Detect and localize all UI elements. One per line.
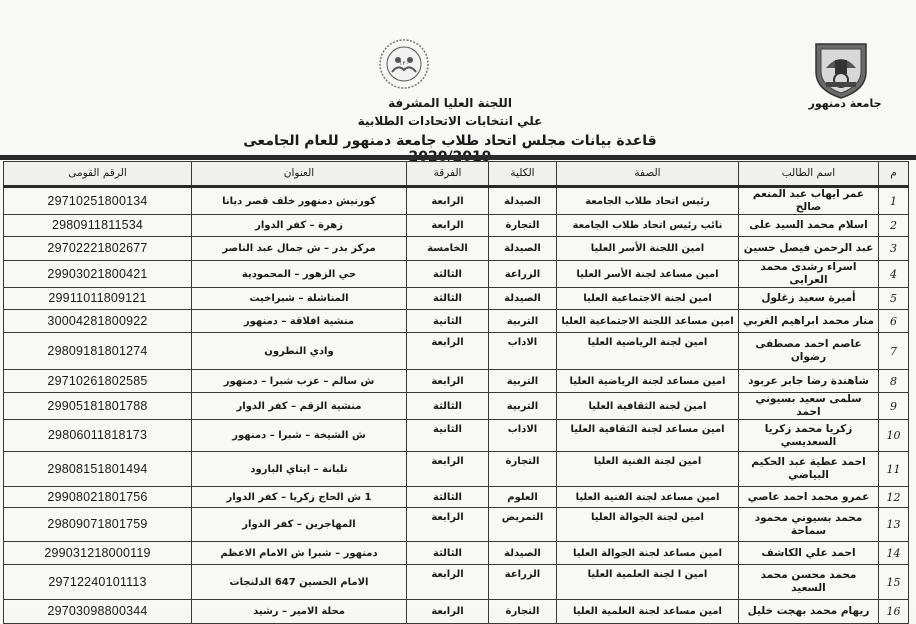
table-row [4,333,909,370]
national-id-cell: 29911011809121 [4,288,192,310]
academic-year-cell: الثالثة [407,261,489,288]
table-row [4,261,909,288]
faculty-cell: التجارة [489,600,557,624]
academic-year-cell: الرابعة [407,452,489,487]
position-cell: امين مساعد لجنة الثقافية العليا [557,420,739,452]
column-header-faculty: الكلية [489,162,557,187]
student-name-cell: محمد بسيوني محمود سماحة [739,508,879,542]
committee-name-line1: اللجنة العليا المشرفة [388,96,512,110]
national-id-cell: 29808151801494 [4,452,192,487]
faculty-cell: التربية [489,370,557,393]
address-cell: حي الزهور – المحمودية [192,261,407,288]
table-row [4,310,909,333]
student-name-cell: زكريا محمد زكريا السعديسي [739,420,879,452]
address-cell: زهرة – كفر الدوار [192,215,407,237]
faculty-cell: الاداب [489,420,557,452]
position-cell: امين ا لجنة العلمية العليا [557,565,739,600]
table-row [4,487,909,508]
student-name-cell: شاهندة رضا جابر عربود [739,370,879,393]
position-cell: امين مساعد لجنة الأسر العليا [557,261,739,288]
table-row [4,565,909,600]
position-cell: رئيس اتحاد طلاب الجامعة [557,187,739,215]
faculty-cell: الصيدلة [489,187,557,215]
faculty-cell: التربية [489,310,557,333]
table-row [4,370,909,393]
address-cell: منشية افلاقة – دمنهور [192,310,407,333]
table-row [4,542,909,565]
column-header-student-name: اسم الطالب [739,162,879,187]
address-cell: الامام الحسين 647 الدلنجات [192,565,407,600]
national-id-cell: 299031218000119 [4,542,192,565]
row-number-cell: 14 [879,542,909,565]
national-id-cell: 29710261802585 [4,370,192,393]
national-id-cell: 29806011818173 [4,420,192,452]
position-cell: امين لجنة الثقافية العليا [557,393,739,420]
address-cell: محلة الامير – رشيد [192,600,407,624]
row-number-cell: 2 [879,215,909,237]
academic-year-cell: الرابعة [407,370,489,393]
academic-year-cell: الخامسة [407,237,489,261]
academic-year-cell: الثالثة [407,487,489,508]
national-id-cell: 30004281800922 [4,310,192,333]
row-number-cell: 3 [879,237,909,261]
student-name-cell: احمد عطية عبد الحكيم البياضي [739,452,879,487]
student-name-cell: عمرو محمد احمد عاصي [739,487,879,508]
row-number-cell: 4 [879,261,909,288]
row-number-cell: 7 [879,333,909,370]
position-cell: امين مساعد لجنة الرياضية العليا [557,370,739,393]
column-header-address: العنوان [192,162,407,187]
student-name-cell: احمد علي الكاشف [739,542,879,565]
student-name-cell: سلمى سعيد بسيوني احمد [739,393,879,420]
faculty-cell: التجارة [489,215,557,237]
table-row [4,420,909,452]
university-name: جامعة دمنهور [808,97,882,110]
address-cell: دمنهور – شبرا ش الامام الاعظم [192,542,407,565]
position-cell: نائب رئيس اتحاد طلاب الجامعة [557,215,739,237]
address-cell: 1 ش الحاج زكريا – كفر الدوار [192,487,407,508]
row-number-cell: 8 [879,370,909,393]
committee-name-line2: علي انتخابات الاتحادات الطلابية [357,114,543,128]
table-row [4,600,909,624]
table-row [4,215,909,237]
row-number-cell: 11 [879,452,909,487]
position-cell: امين لجنة الجوالة العليا [557,508,739,542]
address-cell: ش سالم – عزب شبرا – دمنهور [192,370,407,393]
student-union-table [3,161,908,624]
academic-year-cell: الثالثة [407,542,489,565]
table-row [4,288,909,310]
national-id-cell: 29908021801756 [4,487,192,508]
position-cell: امين مساعد لجنة الفنية العليا [557,487,739,508]
academic-year-cell: الثالثة [407,393,489,420]
address-cell: منشية الزقم – كفر الدوار [192,393,407,420]
national-id-cell: 29710251800134 [4,187,192,215]
table-header-row [4,162,909,187]
table-row [4,452,909,487]
row-number-cell: 16 [879,600,909,624]
student-name-cell: أميرة سعيد زغلول [739,288,879,310]
student-name-cell: ريهام محمد بهجت خليل [739,600,879,624]
position-cell: امين مساعد لجنة العلمية العليا [557,600,739,624]
national-id-cell: 29702221802677 [4,237,192,261]
faculty-cell: الصيدلة [489,288,557,310]
column-header-position: الصفة [557,162,739,187]
address-cell: تلبانة – ايتاي البارود [192,452,407,487]
faculty-cell: الصيدلة [489,237,557,261]
academic-year-cell: الثانية [407,420,489,452]
academic-year-cell: الرابعة [407,215,489,237]
faculty-cell: الصيدلة [489,542,557,565]
student-name-cell: اسلام محمد السيد على [739,215,879,237]
row-number-cell: 1 [879,187,909,215]
row-number-cell: 13 [879,508,909,542]
student-name-cell: عاصم احمد مصطفى رضوان [739,333,879,370]
row-number-cell: 6 [879,310,909,333]
national-id-cell: 29905181801788 [4,393,192,420]
national-id-cell: 2980911811534 [4,215,192,237]
faculty-cell: التجارة [489,452,557,487]
student-name-cell: محمد محسن محمد السعيد [739,565,879,600]
student-name-cell: عبد الرحمن فيصل حسين [739,237,879,261]
table-row [4,187,909,215]
faculty-cell: العلوم [489,487,557,508]
student-name-cell: منار محمد ابراهيم الغربي [739,310,879,333]
row-number-cell: 15 [879,565,909,600]
academic-year-cell: الرابعة [407,565,489,600]
academic-year-cell: الرابعة [407,600,489,624]
address-cell: ش الشيخة – شبرا – دمنهور [192,420,407,452]
column-header-number: م [879,162,909,187]
table-row [4,237,909,261]
address-cell: المناشلة – شبراخيت [192,288,407,310]
column-header-year: الفرقة [407,162,489,187]
document-title: قاعدة بيانات مجلس اتحاد طلاب جامعة دمنهور للعام الجامعى [243,133,657,149]
academic-year-cell: الرابعة [407,333,489,370]
faculty-cell: الاداب [489,333,557,370]
university-crest-icon [810,38,872,100]
address-cell: مركز بدر – ش جمال عبد الناصر [192,237,407,261]
position-cell: امين لجنة الفنية العليا [557,452,739,487]
faculty-cell: التربية [489,393,557,420]
table-row [4,393,909,420]
academic-year-cell: الرابعة [407,508,489,542]
national-id-cell: 29903021800421 [4,261,192,288]
address-cell: وادي النطرون [192,333,407,370]
committee-seal-icon [378,38,430,90]
national-id-cell: 29712240101113 [4,565,192,600]
row-number-cell: 9 [879,393,909,420]
student-name-cell: عمر ايهاب عبد المنعم صالح [739,187,879,215]
student-name-cell: اسراء رشدى محمد العرابى [739,261,879,288]
position-cell: امين لجنة الرياضية العليا [557,333,739,370]
national-id-cell: 29809071801759 [4,508,192,542]
column-header-national-id: الرقم القومى [4,162,192,187]
row-number-cell: 5 [879,288,909,310]
row-number-cell: 10 [879,420,909,452]
faculty-cell: الزراعة [489,565,557,600]
academic-year-cell: الرابعة [407,187,489,215]
position-cell: امين لجنة الاجتماعية العليا [557,288,739,310]
academic-year-cell: الثانية [407,310,489,333]
row-number-cell: 12 [879,487,909,508]
faculty-cell: التمريض [489,508,557,542]
header-divider [0,155,916,160]
table-row [4,508,909,542]
address-cell: كورنيش دمنهور خلف قصر ديانا [192,187,407,215]
position-cell: امين اللجنة الأسر العليا [557,237,739,261]
faculty-cell: الزراعة [489,261,557,288]
position-cell: امين مساعد اللجنة الاجتماعية العليا [557,310,739,333]
position-cell: امين مساعد لجنة الجوالة العليا [557,542,739,565]
svg-text:١٢٠: ١٢٠ [399,60,409,67]
national-id-cell: 29809181801274 [4,333,192,370]
academic-year-cell: الثالثة [407,288,489,310]
address-cell: المهاجرين – كفر الدوار [192,508,407,542]
national-id-cell: 29703098800344 [4,600,192,624]
